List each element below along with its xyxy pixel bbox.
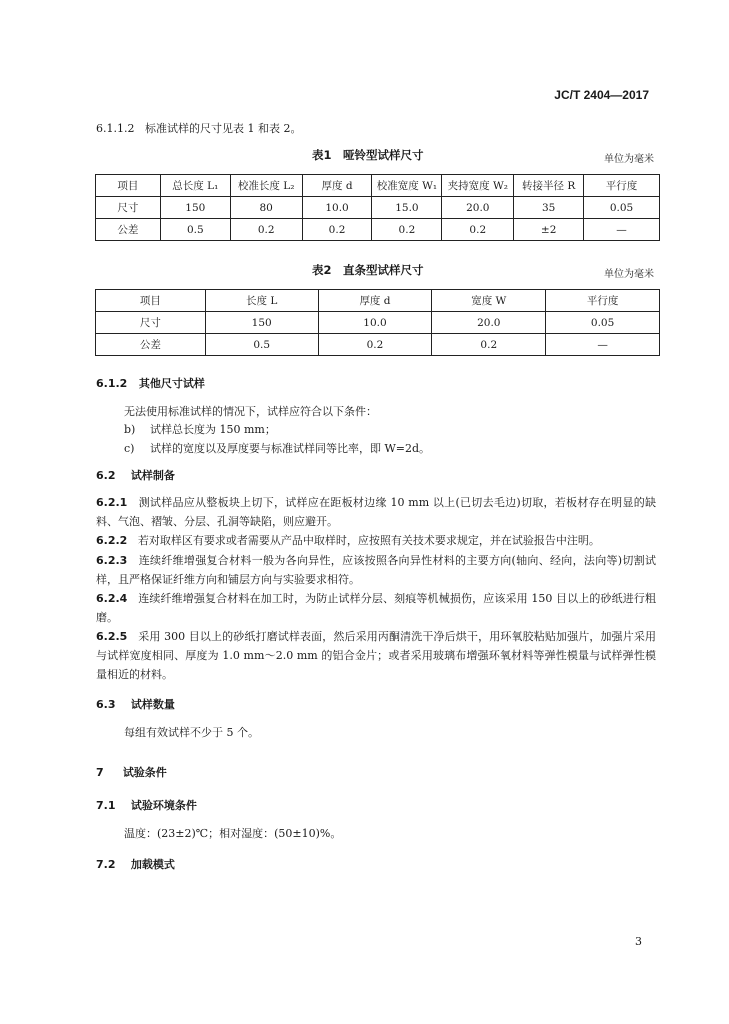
chapter-number: 7 <box>96 766 104 779</box>
section-number: 7.1 <box>96 799 116 812</box>
table-header-cell: 宽度 W <box>432 290 546 312</box>
section-number: 6.3 <box>96 698 116 711</box>
clause-6-2-5 <box>96 627 656 684</box>
clause-6-1-1-2 <box>96 121 301 136</box>
table-cell: 0.2 <box>230 219 302 241</box>
table-cell: 0.2 <box>318 334 432 356</box>
table-header-cell: 总长度 L₁ <box>160 175 230 197</box>
list-text: 试样的宽度以及厚度要与标准试样同等比率，即 W=2d。 <box>150 442 431 455</box>
table-header-cell: 校准长度 L₂ <box>230 175 302 197</box>
table-cell: 0.2 <box>372 219 442 241</box>
list-marker: b) <box>124 423 136 436</box>
table-cell: — <box>546 334 660 356</box>
list-item <box>124 422 276 437</box>
section-title: 试样制备 <box>130 469 175 482</box>
table-cell: 15.0 <box>372 197 442 219</box>
section-number: 6.1.2 <box>96 377 128 390</box>
table-cell: 20.0 <box>442 197 514 219</box>
section-7-2-heading <box>96 857 175 872</box>
table-row <box>96 197 660 219</box>
table-cell: 150 <box>160 197 230 219</box>
list-marker: c) <box>124 442 135 455</box>
clause-number: 6.2.2 <box>96 534 128 547</box>
table-cell: 0.5 <box>160 219 230 241</box>
table-cell: 20.0 <box>432 312 546 334</box>
clause-text: 测试样品应从整板块上切下，试样应在距板材边缘 10 mm 以上(已切去毛边)切取，若板材存在明显的缺料、气泡、褶皱、分层、孔洞等缺陷，则应避开。 <box>96 496 656 528</box>
section-7-1-text: 温度：(23±2)℃；相对湿度：(50±10)%。 <box>124 827 342 840</box>
table1 <box>95 174 660 241</box>
section-title: 加载模式 <box>130 858 175 871</box>
table2 <box>95 289 660 356</box>
table-cell: 尺寸 <box>96 197 161 219</box>
table1-unit: 单位为毫米 <box>604 154 654 165</box>
section-6-2-heading <box>96 468 175 483</box>
section-6-3-text: 每组有效试样不少于 5 个。 <box>124 726 259 739</box>
table-header-row <box>96 175 660 197</box>
table2-unit: 单位为毫米 <box>604 269 654 280</box>
table-row <box>96 334 660 356</box>
table-cell: 150 <box>205 312 318 334</box>
standard-code: JC/T 2404—2017 <box>554 88 649 102</box>
section-6-3-heading <box>96 697 175 712</box>
section-title: 试样数量 <box>130 698 175 711</box>
table-header-row <box>96 290 660 312</box>
clause-number: 6.1.1.2 <box>96 122 135 135</box>
table-row <box>96 312 660 334</box>
clause-text: 连续纤维增强复合材料在加工时，为防止试样分层、刻痕等机械损伤，应该采用 150 目以上的砂纸进行粗磨。 <box>96 592 656 624</box>
clause-number: 6.2.1 <box>96 496 128 509</box>
section-7-1-heading <box>96 798 197 813</box>
table-header-cell: 项目 <box>96 175 161 197</box>
table-header-cell: 夹持宽度 W₂ <box>442 175 514 197</box>
clause-6-2-1 <box>96 493 656 531</box>
table-cell: 10.0 <box>302 197 372 219</box>
table-header-cell: 平行度 <box>546 290 660 312</box>
list-text: 试样总长度为 150 mm； <box>150 423 276 436</box>
table-header-cell: 厚度 d <box>302 175 372 197</box>
section-number: 7.2 <box>96 858 116 871</box>
table-cell: 0.05 <box>584 197 660 219</box>
table-header-cell: 长度 L <box>205 290 318 312</box>
page-number: 3 <box>635 935 642 948</box>
table-cell: 公差 <box>96 219 161 241</box>
table-header-cell: 校准宽度 W₁ <box>372 175 442 197</box>
clause-text: 若对取样区有要求或者需要从产品中取样时，应按照有关技术要求规定，并在试验报告中注明。 <box>137 534 600 547</box>
table-cell: 80 <box>230 197 302 219</box>
table-cell: 0.05 <box>546 312 660 334</box>
table-cell: 公差 <box>96 334 206 356</box>
chapter-title: 试验条件 <box>122 766 167 779</box>
clause-number: 6.2.4 <box>96 592 128 605</box>
table-cell: 尺寸 <box>96 312 206 334</box>
clause-text: 标准试样的尺寸见表 1 和表 2。 <box>144 122 302 135</box>
table1-caption: 表1 哑铃型试样尺寸 <box>312 148 424 162</box>
clause-6-2-2 <box>96 531 656 550</box>
table-cell: — <box>584 219 660 241</box>
table-cell: ±2 <box>514 219 584 241</box>
section-number: 6.2 <box>96 469 116 482</box>
clause-text: 连续纤维增强复合材料一般为各向异性，应该按照各向异性材料的主要方向(轴向、经向，法向等)切割试样，且严格保证纤维方向和铺层方向与实验要求相符。 <box>96 554 656 586</box>
section-6-1-2-heading <box>96 376 205 391</box>
table-header-cell: 转接半径 R <box>514 175 584 197</box>
clause-number: 6.2.5 <box>96 630 128 643</box>
table-cell: 10.0 <box>318 312 432 334</box>
table-header-cell: 项目 <box>96 290 206 312</box>
clause-text: 采用 300 目以上的砂纸打磨试样表面，然后采用丙酮清洗干净后烘干，用环氧胶粘贴加强片，加强片采用与试样宽度相同、厚度为 1.0 mm～2.0 mm 的铝合金片；或者采用玻璃布增强环氧材料等弹性模量与试样弹性模量相近的材料。 <box>96 630 656 681</box>
table-cell: 35 <box>514 197 584 219</box>
table-cell: 0.2 <box>432 334 546 356</box>
table-cell: 0.2 <box>302 219 372 241</box>
clause-number: 6.2.3 <box>96 554 128 567</box>
table-row <box>96 219 660 241</box>
section-title: 试验环境条件 <box>130 799 197 812</box>
table-header-cell: 平行度 <box>584 175 660 197</box>
table-header-cell: 厚度 d <box>318 290 432 312</box>
list-item <box>124 441 430 456</box>
section-title: 其他尺寸试样 <box>138 377 205 390</box>
chapter-7-heading <box>96 765 167 780</box>
table-cell: 0.5 <box>205 334 318 356</box>
section-6-1-2-intro: 无法使用标准试样的情况下，试样应符合以下条件： <box>124 405 377 418</box>
table2-caption: 表2 直条型试样尺寸 <box>312 263 424 277</box>
clause-6-2-3 <box>96 551 656 589</box>
clause-6-2-4 <box>96 589 656 627</box>
table-cell: 0.2 <box>442 219 514 241</box>
